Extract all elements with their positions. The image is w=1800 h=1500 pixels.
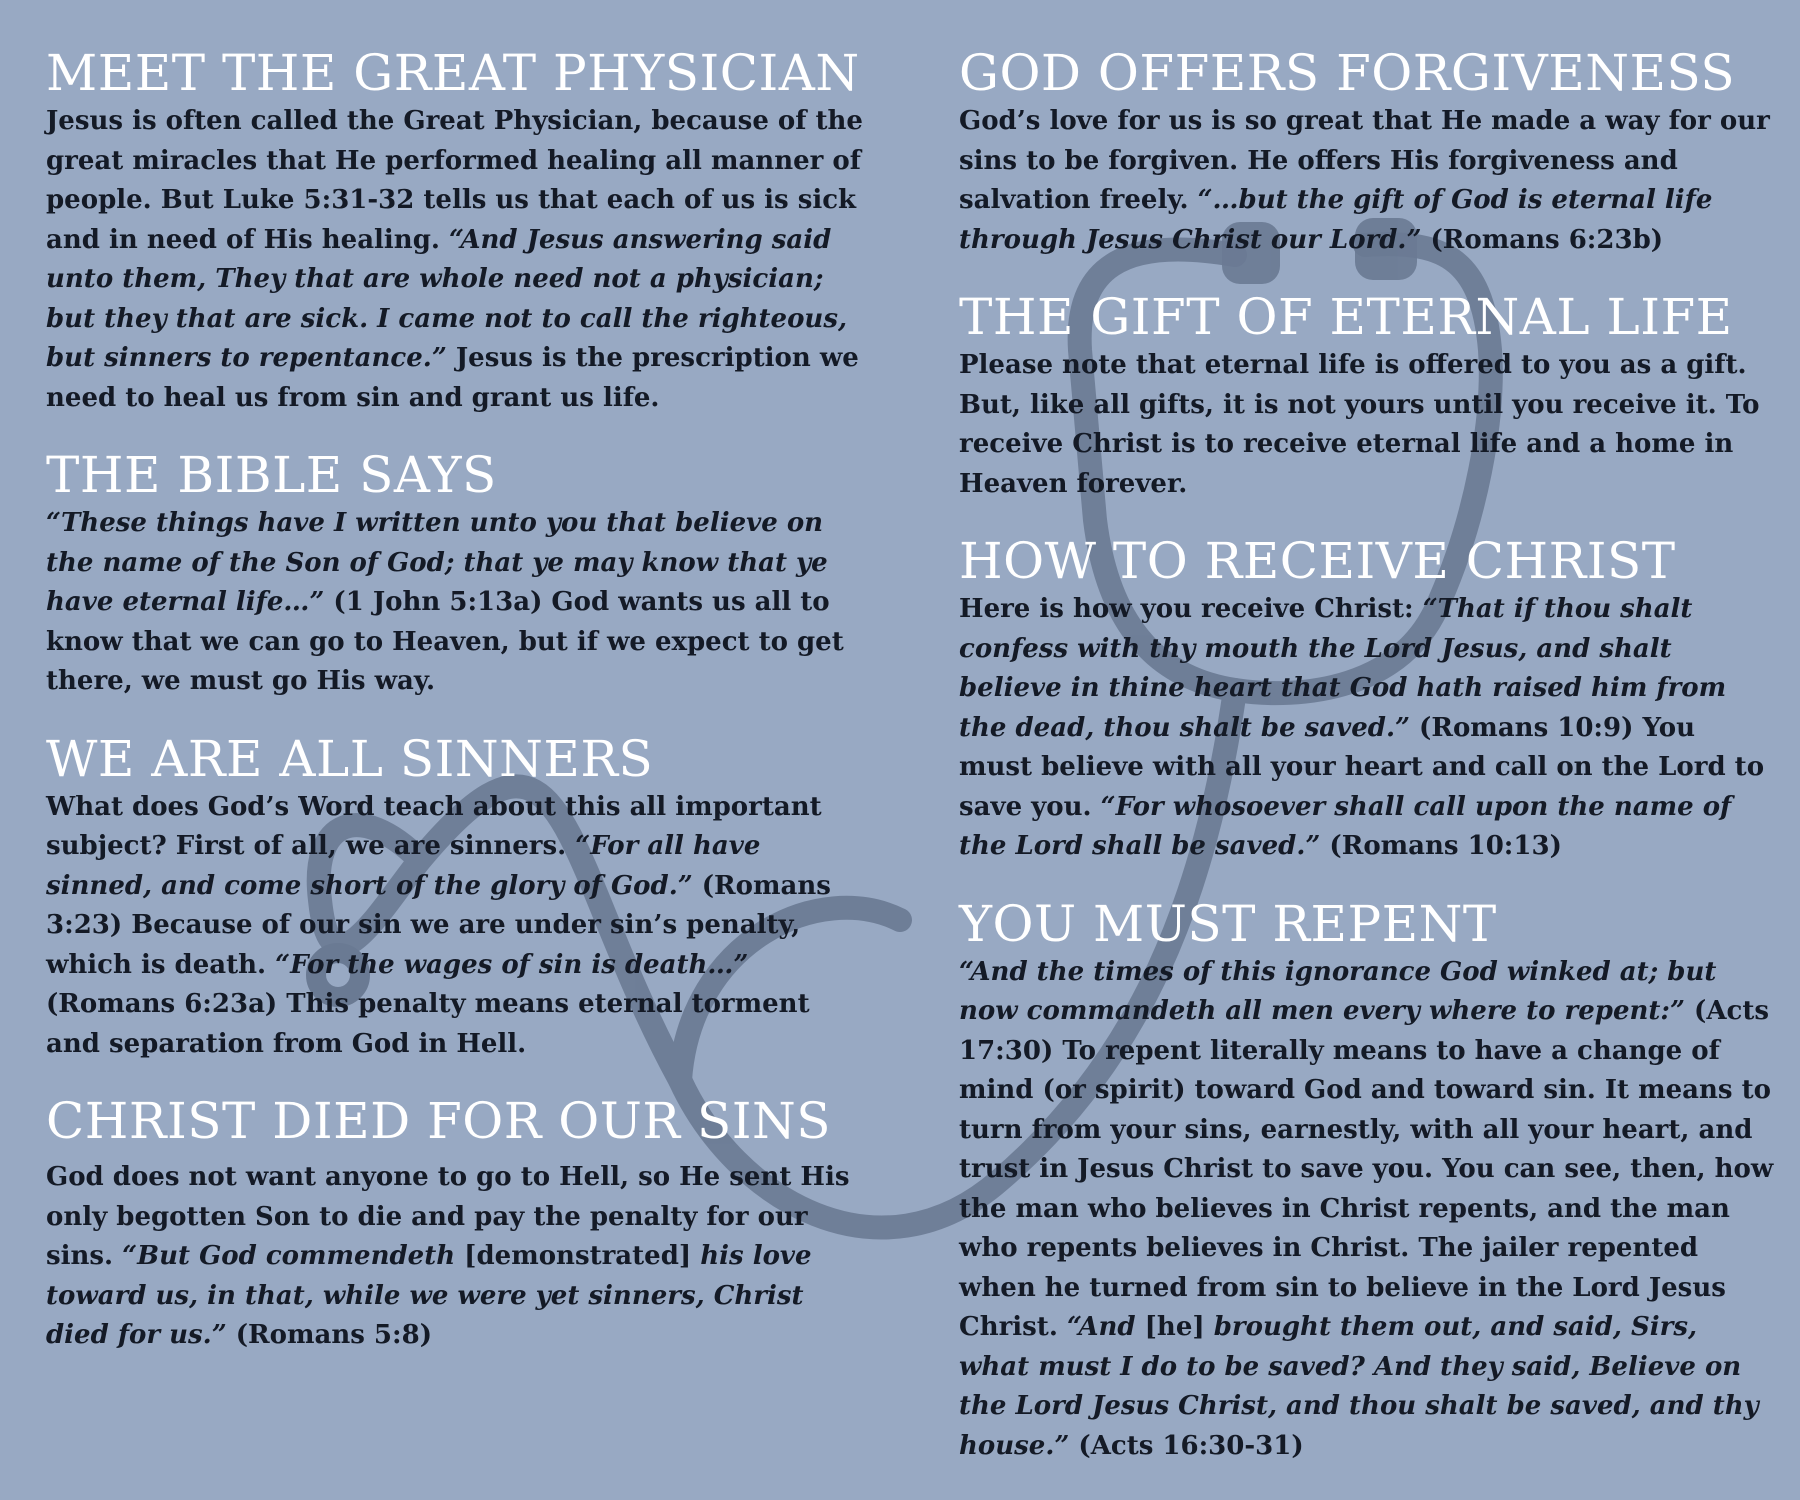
scripture-quote: “These things have I written unto you that believe on the name of the Son of God; that ye may know that ye have eternal life…” [46,508,828,617]
section-body [46,788,866,1065]
section-heading: THE GIFT OF ETERNAL LIFE [959,288,1733,346]
scripture-quote: “And [1066,1312,1136,1342]
section-body [959,590,1774,867]
body-text: (Romans 5:8) [226,1320,432,1350]
body-text: What does God’s Word teach about this all important subject? First of all, we are sinners. [46,791,822,861]
section-the-bible-says [46,446,866,702]
section-christ-died-for-our-sins [46,1092,866,1356]
section-meet-the-great-physician [46,44,866,418]
section-heading: HOW TO RECEIVE CHRIST [959,532,1676,590]
section-body [46,1158,866,1356]
scripture-quote: brought them out, and said, Sirs, what must I do to be saved? And they said, Believe on the Lord Jesus Christ, and thou shalt be saved, and thy house.” [959,1312,1759,1461]
body-text: God does not want anyone to go to Hell, so He sent His only begotten Son to die and pay the penalty for our sins. [46,1162,850,1271]
scripture-quote: “…but the gift of God is eternal life through Jesus Christ our Lord.” [959,185,1713,255]
right-column [959,44,1774,1494]
scripture-quote: “For all have sinned, and come short of the glory of God.” [46,831,761,901]
section-heading: YOU MUST REPENT [959,894,1497,953]
body-text: (1 John 5:13a) God wants us all to know that we can go to Heaven, but if we expect to get there, we must go His way. [46,587,844,696]
scripture-quote: “But God commendeth [122,1241,456,1271]
scripture-quote: “And Jesus answering said unto them, They that are whole need not a physician; but they that are sick. I came not to call the righteous, but sinners to repentance.” [46,224,848,373]
body-text: (Romans 10:9) You must believe with all your heart and call on the Lord to save you. [959,712,1765,822]
body-text: (Romans 6:23a) This penalty means eternal torment and separation from God in Hell. [46,989,810,1059]
scripture-quote: his love toward us, in that, while we were yet sinners, Christ died for us.” [46,1241,812,1350]
section-body [959,346,1774,504]
body-text: (Acts 17:30) To repent literally means to have a change of mind (or spirit) toward God and toward sin. It means to turn from your sins, earnestly, with all your heart, and trust in Jesus Christ to save you. You can see, then, how the man who believes in Christ repents, and the man who repents believes in Christ. The jailer repented when he turned from sin to believe in the Lord Jesus Christ. [959,996,1774,1342]
body-text: Please note that eternal life is offered to you as a gift. But, like all gifts, it is not yours until you receive it. To receive Christ is to receive eternal life and a home in Heaven forever. [959,350,1760,499]
body-text: (Romans 3:23) Because of our sin we are under sin’s penalty, which is death. [46,870,831,980]
section-body [959,102,1774,260]
section-heading: THE BIBLE SAYS [46,446,497,504]
scripture-quote: “For whosoever shall call upon the name of the Lord shall be saved.” [959,791,1732,861]
section-heading: GOD OFFERS FORGIVENESS [959,44,1736,102]
section-heading: WE ARE ALL SINNERS [46,729,654,788]
body-text: (Romans 10:13) [1320,831,1562,861]
body-text: Jesus is the prescription we need to heal us from sin and grant us life. [46,343,859,413]
body-text: (Acts 16:30-31) [1069,1430,1304,1461]
section-you-must-repent [959,895,1774,1467]
section-we-are-all-sinners [46,730,866,1065]
section-god-offers-forgiveness [959,44,1774,260]
left-column [46,44,866,1384]
body-text: [he] [1135,1312,1214,1342]
body-text: Here is how you receive Christ: [959,594,1423,624]
section-heading: CHRIST DIED FOR OUR SINS [46,1092,831,1150]
scripture-quote: “For the wages of sin is death…” [275,949,749,980]
body-text: Jesus is often called the Great Physician, because of the great miracles that He performed healing all manner of people. But Luke 5:31-32 tells us that each of us is sick and in need of His healing. [46,106,863,255]
body-text: [demonstrated] [455,1241,701,1271]
scripture-quote: “That if thou shalt confess with thy mouth the Lord Jesus, and shalt believe in thine heart that God hath raised him from the dead, thou shalt be saved.” [959,594,1727,743]
body-text: God’s love for us is so great that He made a way for our sins to be forgiven. He offers His forgiveness and salvation freely. [959,106,1770,215]
scripture-quote: “And the times of this ignorance God winked at; but now commandeth all men every where to repent:” [959,956,1717,1026]
section-the-gift-of-eternal-life [959,288,1774,504]
body-text: (Romans 6:23b) [1421,224,1664,255]
section-body [46,504,866,702]
section-body [46,102,866,418]
section-body [959,953,1774,1467]
section-how-to-receive-christ [959,532,1774,867]
section-heading: MEET THE GREAT PHYSICIAN [46,44,860,102]
